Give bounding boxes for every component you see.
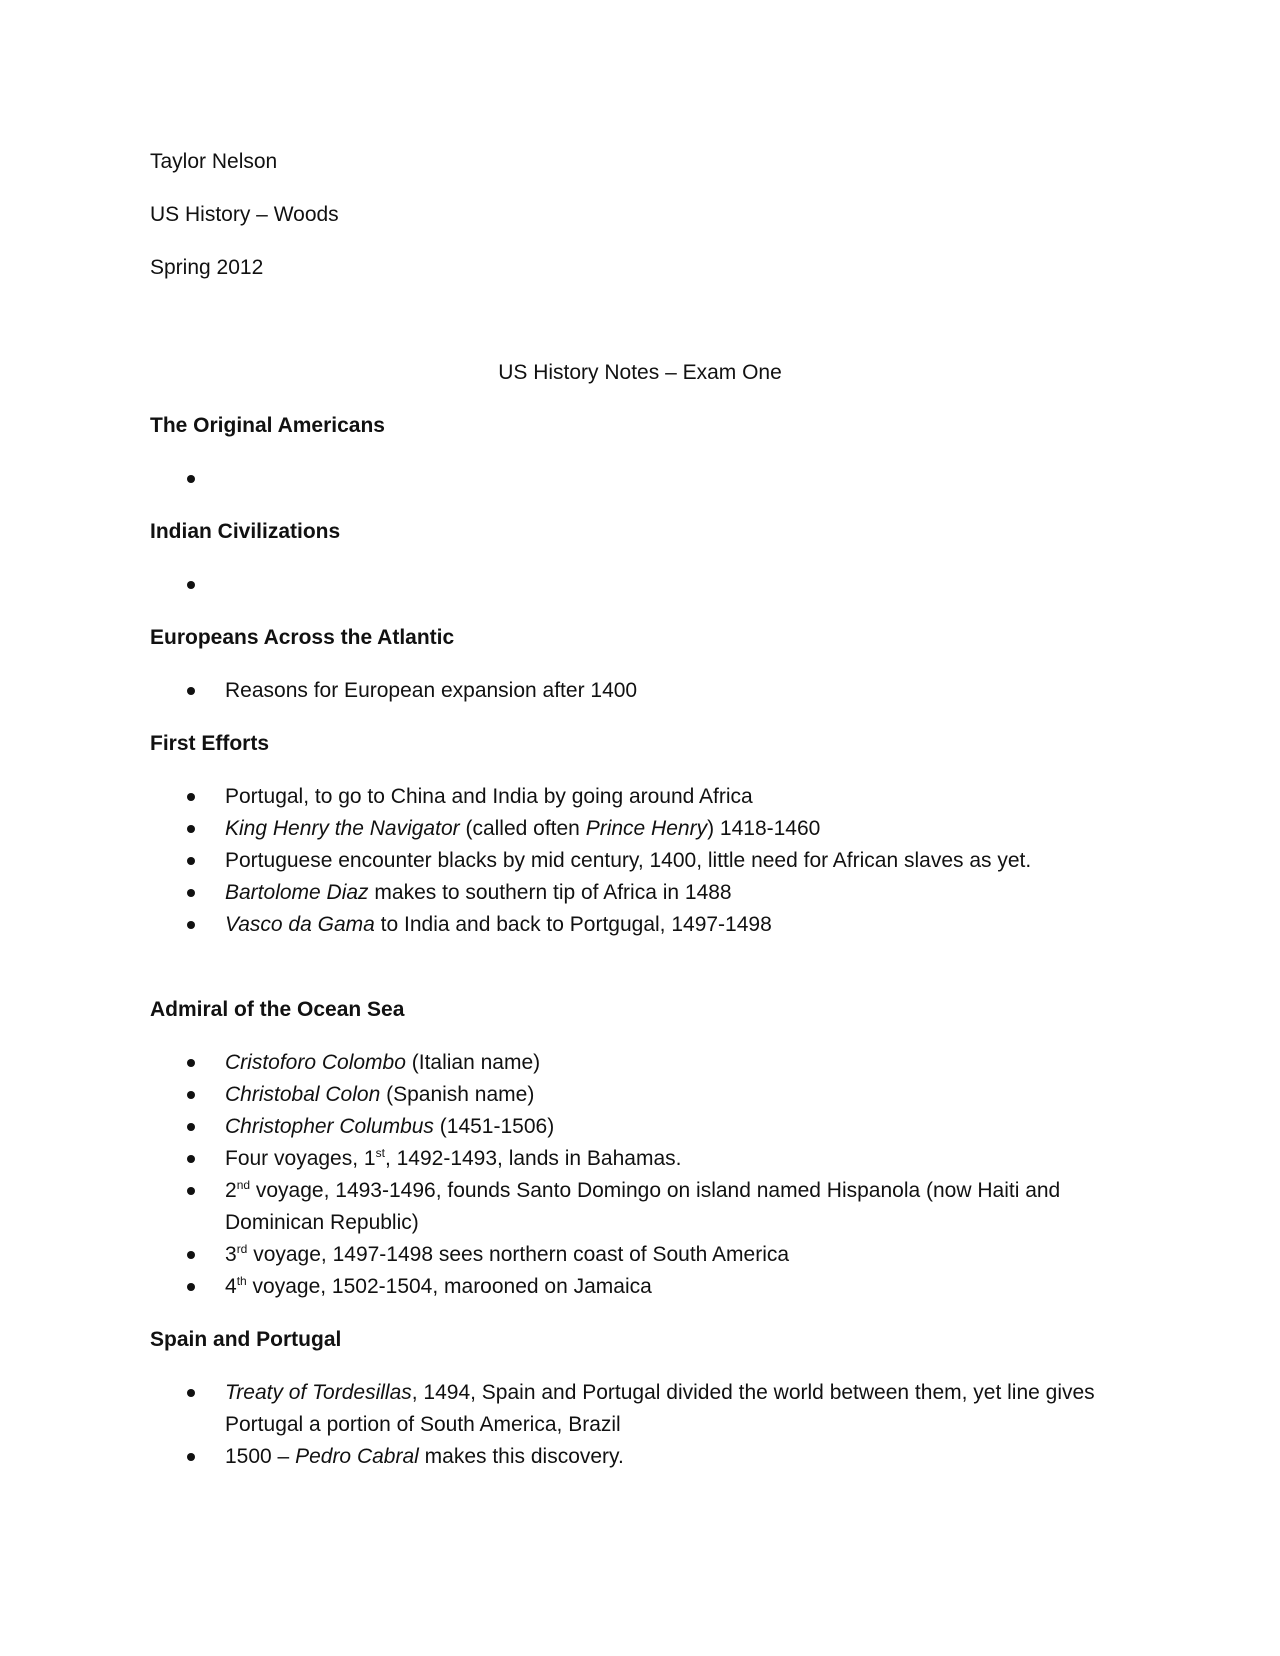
bullet-icon [187,793,195,801]
list-item [150,1271,1130,1303]
italic-name: King Henry the Navigator [225,817,460,840]
ordinal-suffix: st [375,1146,385,1160]
bullet-icon [187,1251,195,1259]
bullet-icon [187,581,195,589]
list-item [150,845,1130,877]
italic-name: Bartolome Diaz [225,881,369,904]
bullet-icon [187,825,195,833]
bullet-icon [187,1123,195,1131]
list-item-text: , 1492-1493, lands in Bahamas. [384,1147,682,1170]
list-item-text: (Spanish name) [380,1083,535,1106]
list-item [150,1047,1130,1079]
bullet-icon [187,1453,195,1461]
document-body [150,146,1130,1494]
section-heading-first-efforts: First Efforts [150,732,270,755]
bullet-list-first-efforts [150,781,1130,941]
section-heading-europeans: Europeans Across the Atlantic [150,626,455,649]
bullet-list-original-americans [150,463,1130,495]
document-title: US History Notes – Exam One [498,361,782,384]
course-name: US History – Woods [150,203,339,226]
bullet-icon [187,475,195,483]
list-item [150,463,1130,495]
list-item-text: voyage, 1497-1498 sees northern coast of South America [247,1243,790,1266]
bullet-list-indian-civilizations [150,569,1130,601]
bullet-icon [187,857,195,865]
list-item-text: 2 [225,1179,237,1202]
list-item [150,569,1130,601]
ordinal-suffix: rd [236,1242,248,1256]
term: Spring 2012 [150,256,264,279]
list-item [150,877,1130,909]
list-item [150,1239,1130,1271]
bullet-icon [187,1389,195,1397]
bullet-list-admiral [150,1047,1130,1303]
italic-name: Vasco da Gama [225,913,375,936]
bullet-icon [187,1283,195,1291]
list-item [150,1111,1130,1143]
bullet-icon [187,687,195,695]
italic-name: Cristoforo Colombo [225,1051,406,1074]
bullet-list-spain-portugal [150,1377,1130,1473]
list-item [150,1441,1130,1473]
list-item-text: (1451-1506) [433,1115,555,1138]
list-item [150,675,1130,707]
list-item-text: Reasons for European expansion after 1400 [225,679,638,702]
list-item [150,781,1130,813]
bullet-list-europeans [150,675,1130,707]
bullet-icon [187,921,195,929]
list-item-text: makes this discovery. [418,1445,624,1468]
ordinal-suffix: th [236,1274,247,1288]
list-item-text: Four voyages, 1 [225,1147,376,1170]
italic-name: Treaty of Tordesillas [225,1381,412,1404]
list-item [150,1143,1130,1175]
list-item-text: to India and back to Portgugal, 1497-1498 [374,913,772,936]
italic-name: Prince Henry [585,817,708,840]
list-item-text: Portuguese encounter blacks by mid century, 1400, little need for African slaves as yet. [225,849,1032,872]
list-item-text: , 1494, Spain and Portugal divided the world between them, yet line gives Portugal a portion of South America, Brazil [225,1381,1095,1436]
list-item-text: 4 [225,1275,237,1298]
list-item-text: voyage, 1493-1496, founds Santo Domingo on island named Hispanola (now Haiti and Dominican Republic) [225,1179,1061,1234]
italic-name: Pedro Cabral [295,1445,419,1468]
bullet-icon [187,889,195,897]
bullet-icon [187,1091,195,1099]
bullet-icon [187,1059,195,1067]
ordinal-suffix: nd [236,1178,251,1192]
list-item [150,1079,1130,1111]
list-item-text: (called often [459,817,586,840]
list-item [150,1175,1130,1239]
list-item-text: makes to southern tip of Africa in 1488 [368,881,732,904]
italic-name: Christopher Columbus [225,1115,434,1138]
section-heading-indian-civilizations: Indian Civilizations [150,520,341,543]
list-item-text: Portugal, to go to China and India by going around Africa [225,785,753,808]
section-heading-original-americans: The Original Americans [150,414,385,437]
list-item-text: 3 [225,1243,237,1266]
bullet-icon [187,1187,195,1195]
bullet-icon [187,1155,195,1163]
list-item-text: (Italian name) [405,1051,541,1074]
list-item [150,909,1130,941]
section-heading-admiral: Admiral of the Ocean Sea [150,998,405,1021]
list-item-text: ) 1418-1460 [707,817,821,840]
list-item [150,813,1130,845]
list-item-text: 1500 – [225,1445,296,1468]
list-item [150,1377,1130,1441]
section-heading-spain-portugal: Spain and Portugal [150,1328,342,1351]
list-item-text: voyage, 1502-1504, marooned on Jamaica [246,1275,652,1298]
italic-name: Christobal Colon [225,1083,381,1106]
author-name: Taylor Nelson [150,150,278,173]
